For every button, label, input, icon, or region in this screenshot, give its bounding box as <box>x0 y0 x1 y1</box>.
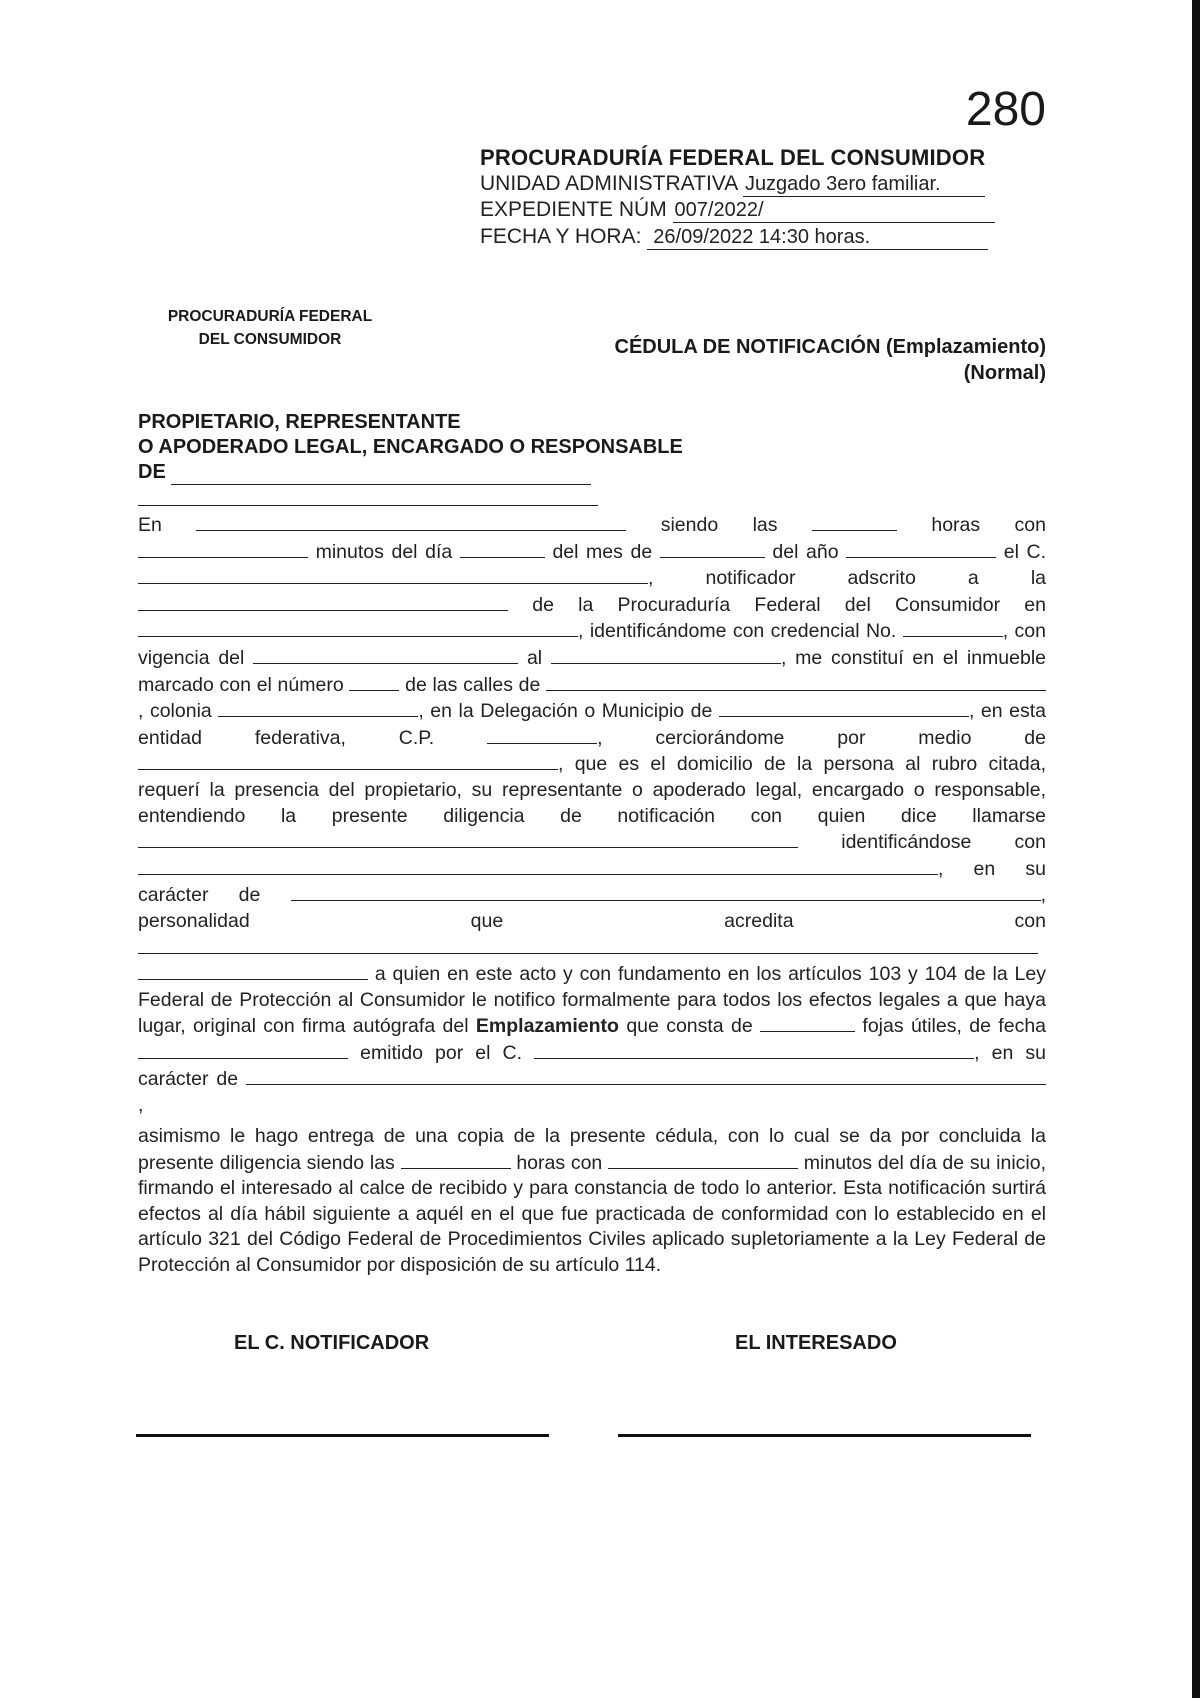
body-text: , colonia <box>138 700 212 723</box>
interested-signature-label: EL INTERESADO <box>735 1332 897 1354</box>
addressee-blank <box>171 466 591 485</box>
body-text: personalidad que acredita con <box>138 909 1046 932</box>
body-text: fojas útiles, de fecha <box>862 1015 1047 1038</box>
body-text: de la Procuraduría Federal del Consumidor en <box>532 593 1047 616</box>
interested-signature-line <box>618 1434 1031 1437</box>
page-number: 280 <box>965 83 1046 136</box>
blank-field <box>349 672 399 691</box>
blank-field <box>138 565 648 584</box>
blank-field <box>534 1040 974 1059</box>
document-title-line-2: (Normal) <box>963 362 1046 384</box>
body-text: del año <box>772 540 839 563</box>
body-text: horas con <box>516 1151 603 1174</box>
body-text: emitido por el C. <box>360 1041 523 1064</box>
file-value: 007/2022/ <box>673 199 995 223</box>
datetime-line <box>480 225 988 250</box>
addressee-blank-line <box>138 505 598 506</box>
blank-field <box>138 618 578 637</box>
blank-field <box>291 882 1041 901</box>
addressee-line-1: PROPIETARIO, REPRESENTANTE <box>138 411 461 433</box>
logo-line-2: DEL CONSUMIDOR <box>198 331 342 348</box>
unit-value: Juzgado 3ero familiar. <box>743 173 985 197</box>
body-text: asimismo le hago entrega de una copia de la presente cédula, con lo cual se da por concluida la presente diligencia siendo las <box>138 1125 1046 1174</box>
body-text: , me constituí en el inmueble marcado con el número <box>138 646 1047 696</box>
body-text: , en la Delegación o Municipio de <box>418 700 713 723</box>
blank-field <box>903 618 1003 637</box>
blank-field <box>138 829 798 848</box>
blank-field <box>546 672 1046 691</box>
agency-logo-text <box>140 305 400 351</box>
blank-field <box>218 698 418 717</box>
body-text: siendo las <box>660 514 778 536</box>
body-text: En <box>138 514 162 536</box>
datetime-value: 26/09/2022 14:30 horas. <box>647 226 988 250</box>
file-line <box>480 198 995 223</box>
blank-field <box>138 539 308 558</box>
blank-field <box>138 592 508 611</box>
notifier-signature-line <box>136 1434 549 1437</box>
blank-field <box>138 751 558 770</box>
blank-field <box>719 698 969 717</box>
emplazamiento-label: Emplazamiento <box>475 1015 619 1038</box>
body-text: el C. <box>1003 540 1047 563</box>
document-title-line-1: CÉDULA DE NOTIFICACIÓN (Emplazamiento) <box>614 336 1046 358</box>
body-text: a quien en este acto y con fundamento en los artículos 103 y 104 de la Ley Federal de Protección al Consumidor le notifico formalmente para todos los efectos legales a que haya lugar, original con firma autógrafa del <box>138 963 1046 1038</box>
blank-field <box>138 856 938 875</box>
blank-field <box>660 539 765 558</box>
unit-line <box>480 172 985 197</box>
body-text: horas con <box>931 514 1046 536</box>
notification-body: En siendo las horas con minutos del día del mes de del año el C. , notificador adscrito a la de la Procuraduría Federal del Consumidor en , identificándome con credencial No. , con vigencia del al , me constituí en el inmueble marcado con el número de las calles de , colonia , en la Delegación o Municipio de , en esta entidad federativa, C.P. , cerciorándome por medio de , que es el domicilio de la persona al rubro citada, requerí la presencia del propietario, su representante o apoderado legal, encargado o responsable, entendiendo la presente diligencia de notificación con quien dice llamarse identificándose con , en su carácter de , personalidad que acredita con a quien en este acto y con fundamento en los artículos 103 y 104 de la Ley Federal de Protección al Consumidor le notifico formalmente para todos los efectos legales a que haya lugar, original con firma autógrafa del Emplazamiento que consta de fojas útiles, de fecha emitido por el C. , en su carácter de , <box>138 514 1047 1117</box>
blank-field <box>253 645 518 664</box>
body-text: identificándose con <box>841 831 1046 854</box>
body-text: , con vigencia del <box>138 620 1047 669</box>
blank-field <box>487 725 597 744</box>
addressee-line-2: O APODERADO LEGAL, ENCARGADO O RESPONSABLE <box>138 436 683 458</box>
blank-field <box>608 1150 798 1169</box>
body-text: de las calles de <box>405 673 541 696</box>
notifier-signature-label: EL C. NOTIFICADOR <box>234 1332 430 1354</box>
unit-label: UNIDAD ADMINISTRATIVA <box>480 172 738 195</box>
blank-field <box>760 1013 855 1032</box>
blank-field <box>551 645 781 664</box>
body-text: que consta de <box>626 1015 753 1038</box>
body-text: , que es el domicilio de la persona al rubro citada, requerí la presencia del propietario, su representante o apoderado legal, encargado o responsable, entendiendo la presente diligencia de notificación con quien dice llamarse <box>138 753 1046 827</box>
body-text: , cerciorándome por medio de <box>597 726 1046 749</box>
body-text: , identificándome con credencial No. <box>578 620 897 643</box>
document-title <box>615 334 1047 386</box>
logo-line-1: PROCURADURÍA FEDERAL <box>167 308 373 325</box>
scan-edge-border <box>1192 0 1200 1698</box>
body-text: , en su carácter de <box>138 1041 1047 1091</box>
body-text: , notificador adscrito a la <box>648 567 1046 590</box>
blank-field <box>246 1066 1046 1085</box>
blank-field <box>138 1040 348 1059</box>
body-text: minutos del día <box>315 540 453 563</box>
body-text: del mes de <box>552 540 653 563</box>
blank-field <box>812 512 897 531</box>
blank-field <box>460 539 545 558</box>
blank-field <box>138 961 368 980</box>
body-text: al <box>526 646 543 669</box>
blank-field <box>846 539 996 558</box>
addressee-line-3: DE <box>138 461 166 483</box>
blank-field <box>196 512 626 531</box>
file-label: EXPEDIENTE NÚM <box>480 198 667 221</box>
blank-field <box>401 1150 511 1169</box>
addressee-block <box>138 410 683 485</box>
closing-paragraph <box>138 1124 1046 1279</box>
body-text: , en su carácter de <box>138 857 1046 907</box>
datetime-label: FECHA Y HORA: <box>480 225 642 248</box>
agency-name: PROCURADURÍA FEDERAL DEL CONSUMIDOR <box>480 145 986 170</box>
body-text: , en esta entidad federativa, C.P. <box>138 700 1047 749</box>
body-text: minutos del día de su inicio, firmando el interesado al calce de recibido y para constancia de todo lo anterior. Esta notificación surtirá efectos al día hábil siguiente a aquél en el que fue practicada de conformidad con lo establecido en el artículo 321 del Código Federal de Procedimientos Civiles aplicado supletoriamente a la Ley Federal de Protección al Consumidor por disposición de su artículo 114. <box>138 1151 1047 1276</box>
blank-field <box>138 935 1038 954</box>
